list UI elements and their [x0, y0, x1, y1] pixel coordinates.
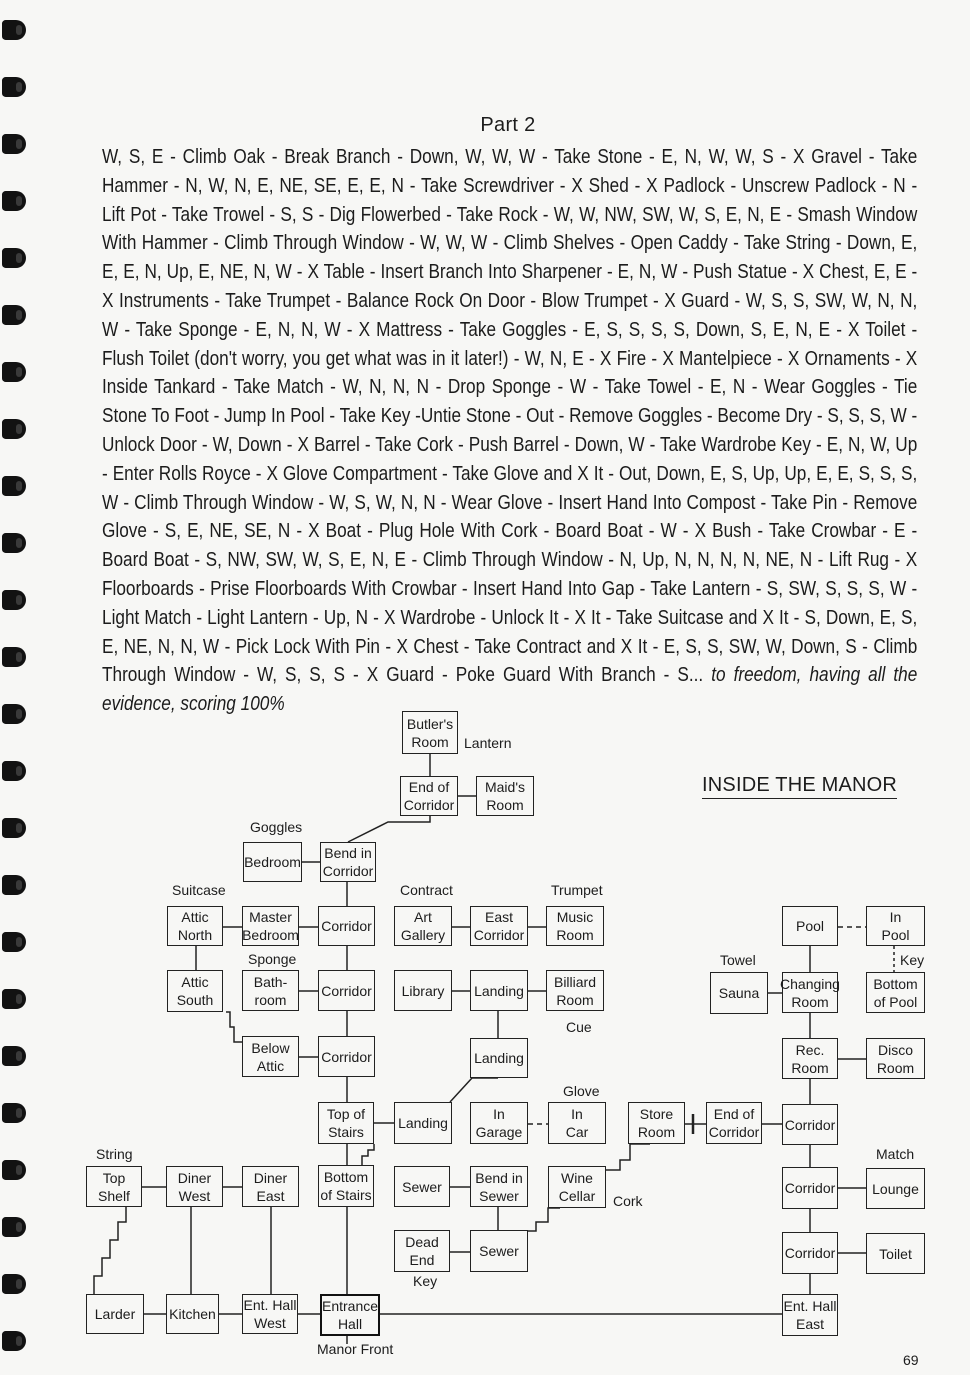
item-label-goggles: Goggles: [250, 819, 303, 835]
room-sewer: Sewer: [394, 1166, 450, 1207]
item-label-key: Key: [413, 1273, 438, 1289]
room-end-of-corridor: End of Corridor: [706, 1102, 762, 1144]
room-master-bedroom: Master Bedroom: [242, 906, 299, 946]
room-dead-end: Dead End: [394, 1230, 450, 1272]
room-ent-hall-east: Ent. Hall East: [782, 1294, 838, 1336]
page-number: 69: [903, 1352, 919, 1368]
room-butlers-room: Butler's Room: [402, 711, 458, 754]
walkthrough-steps: W, S, E - Climb Oak - Break Branch - Down, W, W, W - Take Stone - E, N, W, W, S - X Gravel - Take Hammer - N, W, N, E, NE, SE, E, E, N - Take Screwdriver - X Shed - X Padlock - Unscrew Padlock - N - Lift Pot - Take Trowel - S, S - Dig Flowerbed - Take Rock - W, W, NW, SW, W, S, E, N, E - Smash Window With Hammer - Climb Through Window - W, W, W - Climb Shelves - Open Caddy - Take String - Down, E, E, E, N, Up, E, NE, N, W - X Table - Insert Branch Into Sharpener - E, N, W - Push Statue - X Chest, E, E - X Instruments - Take Trumpet - Balance Rock On Door - Blow Trumpet - X Guard - W, S, S, SW, W, N, N, W - Take Sponge - E, N, N, W - X Mattress - Take Goggles - E, S, S, S, S, Down, S, E, N, E - X Toilet - Flush Toilet (don't worry, you get what was in it later!) - W, N, E - X Fire - X Mantelpiece - X Ornaments - X Inside Tankard - Take Match - W, N, N, N - Drop Sponge - W - Take Towel - E, N - Wear Goggles - Tie Stone To Foot - Jump In Pool - Take Key -Untie Stone - Out - Remove Goggles - Become Dry - S, S, S, W - Unlock Door - W, Down - X Barrel - Take Cork - Push Barrel - Down, W - Take Wardrobe Key - E, N, W, Up - Enter Rolls Royce - X Glove Compartment - Take Glove and X It - Out, Down, E, S, Up, Up, E, E, S, S, S, W - Climb Through Window - W, S, W, N, N - Wear Glove - Insert Hand Into Compost - Take Pin - Remove Glove - S, E, NE, SE, N - X Boat - Plug Hole With Cork - Board Boat - W - X Bush - Take Crowbar - E - Board Boat - S, NW, SW, W, S, E, N, E - Climb Through Window - N, Up, N, N, N, N, NE, N - Lift Rug - X Floorboards - Prise Floorboards With Crowbar - Insert Hand Into Gap - Take Lantern - S, SW, S, S, S, W - Light Match - Light Lantern - Up, N - X Wardrobe - Unlock It - X It - Take Suitcase and X It - S, Down, E, S, E, NE, N, N, W - Pick Lock With Pin - X Chest - Take Contract and X It - E, S, S, SW, W, Down, S - Climb Through Window - W, S, S, S - X Guard - Poke Guard With Branch - S...: [102, 146, 918, 687]
room-bend-in-corridor: Bend in Corridor: [320, 842, 376, 882]
room-larder: Larder: [86, 1294, 144, 1334]
room-bottom-of-stairs: Bottom of Stairs: [318, 1165, 374, 1207]
room-in-garage: In Garage: [470, 1102, 528, 1144]
walkthrough-ending: to freedom, having all the evidence, scoring 100%: [102, 664, 918, 716]
item-label-contract: Contract: [400, 882, 453, 898]
manor-front-label: Manor Front: [317, 1341, 394, 1357]
room-corridor: Corridor: [318, 1036, 375, 1077]
room-sewer: Sewer: [470, 1230, 528, 1272]
room-end-of-corridor: End of Corridor: [400, 776, 458, 816]
room-diner-west: Diner West: [166, 1166, 223, 1207]
room-diner-east: Diner East: [242, 1166, 299, 1207]
room-library: Library: [394, 970, 452, 1011]
room-art-gallery: Art Gallery: [394, 906, 452, 946]
room-top-of-stairs: Top of Stairs: [318, 1102, 374, 1144]
room-pool: Pool: [782, 906, 838, 946]
room-bottom-of-pool: Bottom of Pool: [866, 972, 925, 1013]
room-corridor: Corridor: [782, 1104, 838, 1145]
room-disco-room: Disco Room: [866, 1038, 925, 1079]
room-east-corridor: East Corridor: [470, 906, 528, 946]
item-label-cue: Cue: [566, 1019, 592, 1035]
room-toilet: Toilet: [866, 1233, 925, 1274]
room-landing: Landing: [394, 1102, 452, 1144]
section-heading: Part 2: [480, 114, 536, 136]
item-label-towel: Towel: [720, 952, 756, 968]
room-in-pool: In Pool: [866, 906, 925, 946]
room-corridor: Corridor: [782, 1232, 838, 1274]
room-billiard-room: Billiard Room: [546, 970, 604, 1011]
room-top-shelf: Top Shelf: [86, 1166, 142, 1207]
item-label-suitcase: Suitcase: [172, 882, 226, 898]
item-label-sponge: Sponge: [248, 951, 297, 967]
room-landing: Landing: [470, 1038, 528, 1078]
item-label-trumpet: Trumpet: [551, 882, 603, 898]
item-label-cork: Cork: [613, 1193, 643, 1209]
item-label-lantern: Lantern: [464, 735, 512, 751]
room-attic-north: Attic North: [167, 906, 223, 946]
room-wine-cellar: Wine Cellar: [548, 1166, 606, 1208]
room-lounge: Lounge: [866, 1168, 925, 1209]
room-attic-south: Attic South: [167, 970, 223, 1012]
room-in-car: In Car: [548, 1102, 606, 1144]
item-label-key: Key: [900, 952, 925, 968]
item-label-string: String: [96, 1146, 133, 1162]
room-corridor: Corridor: [782, 1167, 838, 1209]
room-rec-room: Rec. Room: [782, 1038, 838, 1079]
room-store-room: Store Room: [628, 1102, 685, 1144]
room-changing-room: Changing Room: [782, 972, 838, 1013]
room-sauna: Sauna: [710, 972, 768, 1014]
room-kitchen: Kitchen: [166, 1294, 219, 1334]
room-maids-room: Maid's Room: [476, 776, 534, 816]
room-below-attic: Below Attic: [242, 1036, 299, 1077]
map-title: INSIDE THE MANOR: [702, 774, 897, 799]
room-bend-in-sewer: Bend in Sewer: [470, 1166, 528, 1207]
item-label-glove: Glove: [563, 1083, 600, 1099]
room-bedroom: Bedroom: [243, 842, 302, 882]
item-label-match: Match: [876, 1146, 915, 1162]
room-bathroom: Bath- room: [242, 970, 299, 1011]
room-entrance-hall: Entrance Hall: [320, 1294, 380, 1336]
room-corridor: Corridor: [318, 970, 375, 1011]
room-corridor: Corridor: [318, 906, 375, 946]
room-landing: Landing: [470, 970, 528, 1011]
room-music-room: Music Room: [546, 906, 604, 946]
room-ent-hall-west: Ent. Hall West: [242, 1294, 298, 1334]
